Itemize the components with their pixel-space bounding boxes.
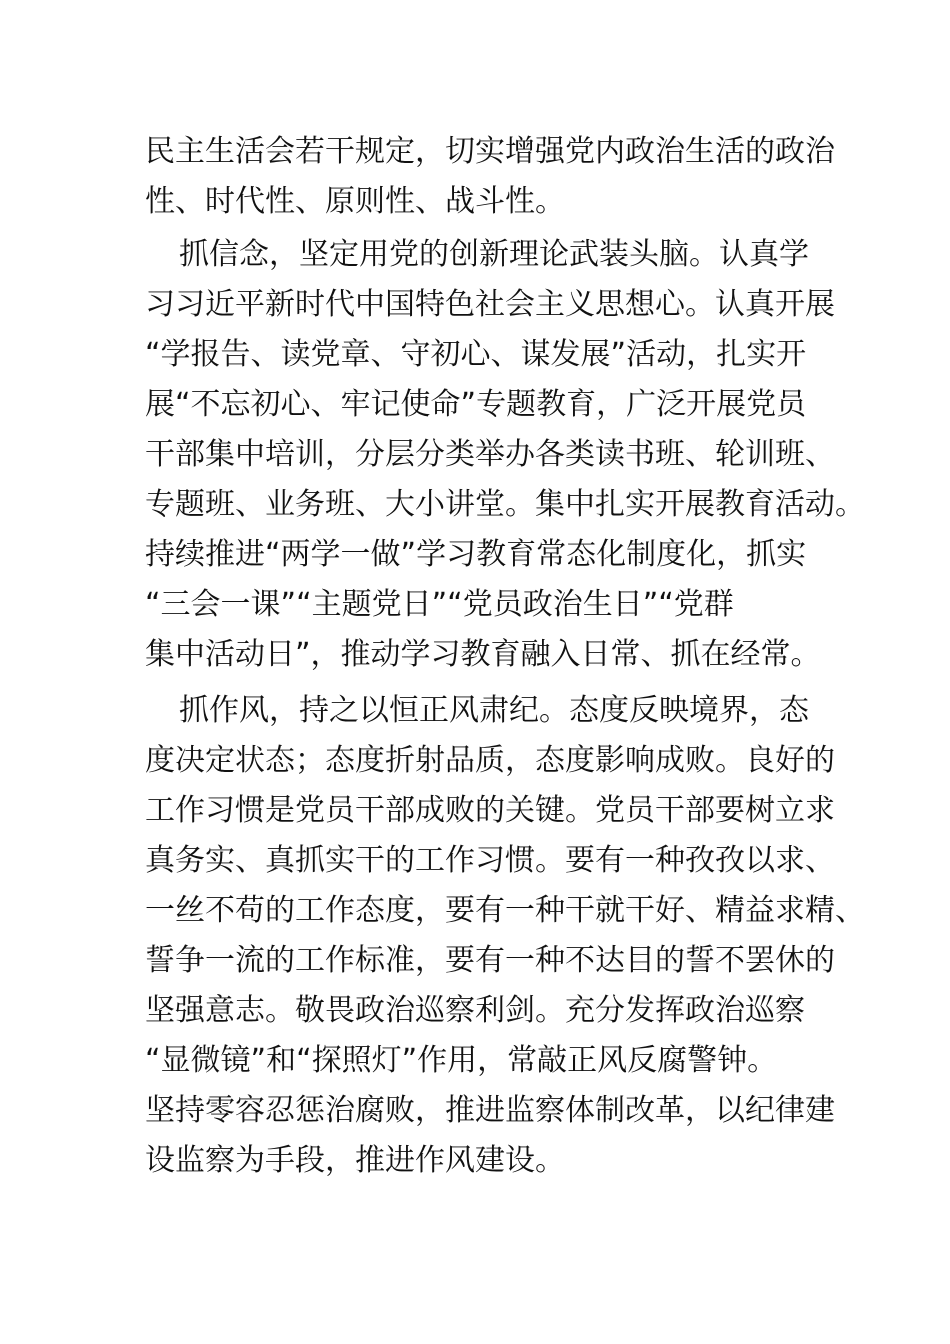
text-line: 坚强意志。敬畏政治巡察利剑。充分发挥政治巡察 — [145, 993, 805, 1028]
text-line: 集中活动日”，推动学习教育融入日常、抓在经常。 — [145, 637, 821, 672]
paragraph-2 — [145, 230, 865, 680]
text-line: 一丝不苟的工作态度，要有一种干就干好、精益求精、 — [145, 893, 865, 928]
text-line: 习习近平新时代中国特色社会主义思想心。认真开展 — [145, 287, 835, 322]
text-line: “学报告、读党章、守初心、谋发展”活动，扎实开 — [145, 337, 807, 372]
text-line: 展“不忘初心、牢记使命”专题教育，广泛开展党员 — [145, 387, 807, 422]
text-line: 誓争一流的工作标准，要有一种不达目的誓不罢休的 — [145, 943, 835, 978]
text-line: 抓作风，持之以恒正风肃纪。态度反映境界，态 — [179, 693, 809, 728]
text-line: 专题班、业务班、大小讲堂。集中扎实开展教育活动。 — [145, 487, 865, 522]
text-line: 真务实、真抓实干的工作习惯。要有一种孜孜以求、 — [145, 843, 835, 878]
text-line: 性、时代性、原则性、战斗性。 — [145, 184, 565, 219]
paragraph-1 — [145, 127, 835, 227]
text-line: “三会一课”“主题党日”“党员政治生日”“党群 — [145, 587, 734, 622]
text-line: 干部集中培训，分层分类举办各类读书班、轮训班、 — [145, 437, 835, 472]
text-line: 度决定状态；态度折射品质，态度影响成败。良好的 — [145, 743, 835, 778]
text-line: “显微镜”和“探照灯”作用，常敲正风反腐警钟。 — [145, 1043, 778, 1078]
text-line: 抓信念，坚定用党的创新理论武装头脑。认真学 — [179, 237, 809, 272]
paragraph-3 — [145, 686, 865, 1186]
text-line: 民主生活会若干规定，切实增强党内政治生活的政治 — [145, 134, 835, 169]
text-line: 坚持零容忍惩治腐败，推进监察体制改革，以纪律建 — [145, 1093, 835, 1128]
text-line: 设监察为手段，推进作风建设。 — [145, 1143, 565, 1178]
text-line: 工作习惯是党员干部成败的关键。党员干部要树立求 — [145, 793, 835, 828]
text-line: 持续推进“两学一做”学习教育常态化制度化，抓实 — [145, 537, 807, 572]
